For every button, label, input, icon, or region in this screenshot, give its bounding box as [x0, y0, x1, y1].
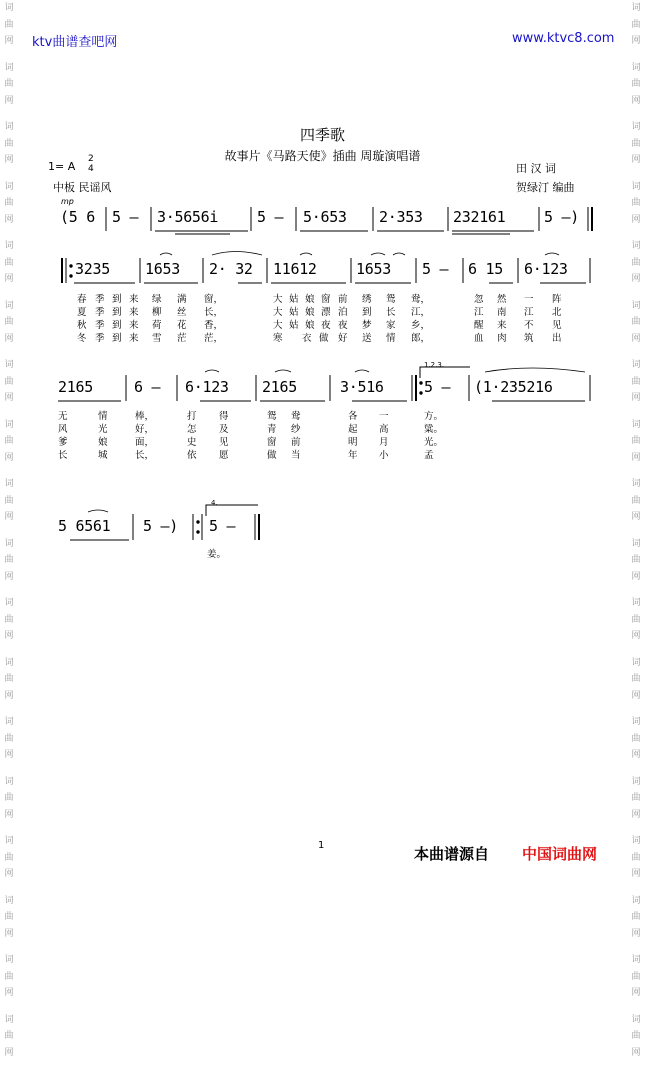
margin-glyph: 词 [4, 122, 14, 132]
lyric-char: 鸳 [386, 294, 396, 305]
lyric-char: 长， [204, 307, 224, 318]
lyric-char: 粱。 [424, 424, 444, 435]
lyric-char: 来 [497, 320, 507, 331]
page-number: 1 [318, 840, 325, 851]
lyric-char: 血 [474, 333, 484, 344]
margin-glyph: 词 [4, 360, 14, 370]
margin-glyph: 网 [631, 95, 641, 106]
margin-glyph: 曲 [4, 436, 14, 446]
lyric-char: 夜 [321, 320, 331, 331]
margin-glyph: 网 [631, 512, 641, 522]
margin-glyph: 曲 [631, 19, 641, 30]
lyric-char: 前 [291, 437, 301, 448]
measure: 5 – [112, 208, 139, 226]
margin-glyph: 词 [631, 538, 641, 549]
margin-glyph: 词 [4, 3, 14, 13]
lyric-char: 一 [524, 294, 534, 305]
song-subtitle: 故事片《马路天使》插曲 周璇演唱谱 [224, 149, 421, 163]
margin-glyph: 网 [4, 36, 14, 46]
margin-glyph: 曲 [631, 257, 641, 268]
lyric-char: 一 [379, 411, 389, 422]
margin-glyph: 词 [4, 181, 14, 192]
volta-first-ending: 1.2.3. [424, 361, 445, 369]
lyric-char: 荷 [152, 320, 162, 331]
song-title: 四季歌 [299, 126, 345, 144]
margin-glyph: 曲 [631, 555, 641, 565]
lyric-char: 来 [129, 307, 139, 318]
margin-glyph: 网 [4, 571, 14, 582]
margin-glyph: 网 [4, 155, 14, 165]
lyric-char: 花 [177, 320, 187, 331]
margin-glyph: 网 [4, 95, 14, 106]
lyric-char: 到 [112, 294, 122, 305]
margin-glyph: 曲 [631, 436, 641, 446]
margin-glyph: 网 [631, 809, 641, 820]
margin-glyph: 网 [4, 214, 14, 225]
lyric-char: 冬 [77, 333, 87, 344]
measure: 5 – [422, 260, 449, 278]
margin-glyph: 网 [631, 393, 641, 403]
lyric-char: 娘 [305, 307, 315, 318]
lyric-char: 鸯， [411, 294, 431, 305]
lyric-char: 北 [552, 307, 562, 318]
lyric-char: 见 [219, 437, 229, 448]
margin-glyph: 网 [631, 869, 641, 879]
lyric-char: 打 [187, 411, 197, 422]
tempo-marking: 中板 民谣风 [53, 181, 112, 194]
margin-glyph: 网 [4, 393, 14, 403]
margin-glyph: 词 [4, 538, 14, 549]
lyric-char: 窗 [267, 437, 277, 448]
measure: 5 – [257, 208, 284, 226]
margin-glyph: 网 [631, 274, 641, 284]
source-site-link[interactable]: 中国词曲网 [522, 845, 598, 863]
margin-glyph: 曲 [631, 79, 641, 89]
lyric-char: 郎， [411, 333, 431, 344]
margin-glyph: 曲 [4, 79, 14, 89]
lyric-char: 情 [98, 411, 108, 422]
ending-lyric: 姜。 [207, 549, 227, 560]
lyric-char: 秋 [77, 320, 87, 331]
lyric-char: 好， [135, 424, 155, 435]
lyric-char: 到 [112, 333, 122, 344]
lyric-char: 史 [187, 437, 197, 448]
lyric-char: 香， [204, 320, 224, 331]
key-signature: 1= A [48, 160, 76, 173]
margin-glyph: 曲 [631, 614, 641, 625]
margin-glyph: 曲 [4, 1031, 14, 1041]
lyric-char: 来 [129, 320, 139, 331]
measure: 6·123 [524, 260, 568, 278]
margin-glyph: 词 [631, 241, 641, 251]
margin-glyph: 网 [631, 452, 641, 463]
lyric-char: 及 [219, 424, 229, 435]
lyric-char: 漂 [321, 307, 331, 318]
lyric-char: 季 [95, 320, 105, 331]
measure: 5 –) [544, 208, 579, 226]
margin-glyph: 词 [631, 122, 641, 132]
margin-glyph: 词 [631, 1014, 641, 1025]
lyric-char: 窗 [321, 294, 331, 305]
lyric-char: 春 [77, 294, 87, 305]
margin-glyph: 曲 [4, 852, 14, 863]
margin-glyph: 网 [4, 1047, 14, 1058]
margin-glyph: 曲 [4, 555, 14, 565]
lyric-char: 高 [379, 424, 389, 435]
margin-glyph: 曲 [4, 912, 14, 922]
lyric-char: 明 [348, 437, 358, 448]
measure: (1·235216 [474, 378, 553, 396]
margin-glyph: 词 [631, 3, 641, 13]
margin-glyph: 曲 [631, 495, 641, 506]
margin-glyph: 词 [631, 657, 641, 668]
margin-glyph: 曲 [631, 317, 641, 327]
margin-glyph: 词 [631, 895, 641, 906]
lyric-char: 光 [98, 424, 108, 435]
lyric-char: 长 [58, 450, 68, 461]
margin-glyph: 曲 [631, 733, 641, 744]
lyric-char: 茫 [177, 333, 187, 344]
margin-glyph: 网 [631, 690, 641, 701]
lyric-char: 愿 [219, 450, 229, 461]
lyric-char: 风 [58, 424, 68, 435]
margin-glyph: 曲 [631, 793, 641, 803]
margin-glyph: 网 [631, 988, 641, 998]
lyric-char: 面， [135, 437, 155, 448]
lyric-char: 到 [112, 307, 122, 318]
lyric-char: 鸳 [267, 411, 277, 422]
lyric-char: 长， [135, 450, 155, 461]
lyric-char: 依 [187, 450, 197, 461]
margin-glyph: 词 [631, 419, 641, 430]
margin-glyph: 词 [4, 241, 14, 251]
lyric-char: 然 [497, 294, 507, 305]
margin-glyph: 网 [4, 333, 14, 344]
lyric-char: 江 [474, 307, 484, 318]
lyric-char: 南 [497, 307, 507, 318]
source-label: 本曲谱源自 [414, 845, 490, 863]
lyric-char: 乡， [411, 320, 431, 331]
margin-glyph: 词 [631, 776, 641, 787]
margin-glyph: 词 [631, 62, 641, 73]
lyric-char: 季 [95, 307, 105, 318]
lyric-char: 怎 [187, 424, 197, 435]
lyric-char: 大 [273, 294, 283, 305]
margin-glyph: 曲 [4, 971, 14, 982]
dynamic-marking: mp [61, 197, 74, 206]
margin-glyph: 词 [631, 598, 641, 608]
measure: 5 6561 [58, 517, 111, 535]
measure: 5 – [424, 378, 451, 396]
lyric-char: 丝 [177, 307, 187, 318]
lyric-char: 鸯 [291, 411, 301, 422]
lyric-char: 大 [273, 320, 283, 331]
margin-glyph: 词 [631, 360, 641, 370]
lyric-char: 好 [338, 333, 348, 344]
measure: 3·5656i [157, 208, 219, 226]
lyric-char: 筑 [524, 333, 534, 344]
margin-glyph: 曲 [4, 674, 14, 684]
margin-glyph: 词 [631, 300, 641, 311]
lyric-char: 来 [129, 294, 139, 305]
lyric-char: 窗， [204, 294, 224, 305]
lyric-char: 柳 [152, 307, 162, 318]
margin-glyph: 曲 [4, 19, 14, 30]
lyric-char: 季 [95, 294, 105, 305]
margin-glyph: 网 [631, 631, 641, 641]
lyric-char: 江， [411, 307, 431, 318]
measure: 2165 [58, 378, 93, 396]
measure: 2165 [262, 378, 297, 396]
measure: 6·123 [185, 378, 229, 396]
margin-glyph: 曲 [631, 852, 641, 863]
margin-glyph: 曲 [4, 317, 14, 327]
lyric-char: 到 [112, 320, 122, 331]
margin-glyph: 曲 [4, 495, 14, 506]
lyric-char: 娘 [305, 294, 315, 305]
measure: 3235 [75, 260, 110, 278]
measure: 5 –) [143, 517, 178, 535]
margin-glyph: 词 [4, 776, 14, 787]
arranger-credit: 贺绿汀 编曲 [516, 181, 575, 194]
margin-glyph: 曲 [4, 138, 14, 149]
margin-glyph: 词 [631, 717, 641, 727]
lyric-char: 棒， [135, 411, 155, 422]
margin-glyph: 曲 [631, 376, 641, 387]
lyric-char: 做 [267, 450, 277, 461]
measure: 3·516 [340, 378, 384, 396]
lyric-char: 不 [524, 320, 534, 331]
lyric-char: 绿 [152, 294, 162, 305]
margin-glyph: 网 [631, 750, 641, 760]
lyric-char: 爹 [58, 437, 68, 448]
margin-glyph: 网 [4, 809, 14, 820]
margin-glyph: 网 [4, 512, 14, 522]
margin-glyph: 网 [631, 214, 641, 225]
margin-glyph: 曲 [4, 376, 14, 387]
lyric-char: 姑 [289, 307, 299, 318]
lyric-char: 绣 [362, 294, 372, 305]
lyric-char: 小 [379, 450, 389, 461]
margin-glyph: 词 [631, 955, 641, 965]
margin-glyph: 曲 [631, 198, 641, 208]
measure: 232161 [453, 208, 506, 226]
lyric-char: 来 [129, 333, 139, 344]
lyric-char: 满 [177, 294, 187, 305]
measure: 1653 [145, 260, 180, 278]
margin-glyph: 网 [631, 928, 641, 939]
lyric-char: 梦 [362, 320, 372, 331]
margin-glyph: 曲 [4, 733, 14, 744]
lyric-char: 方。 [424, 411, 444, 422]
measure: 6 – [134, 378, 161, 396]
margin-glyph: 词 [4, 598, 14, 608]
lyric-char: 姑 [289, 294, 299, 305]
lyric-char: 送 [362, 333, 372, 344]
margin-glyph: 词 [4, 300, 14, 311]
lyric-char: 江 [524, 307, 534, 318]
margin-glyph: 曲 [631, 138, 641, 149]
lyric-char: 娘 [98, 437, 108, 448]
margin-glyph: 曲 [631, 1031, 641, 1041]
lyric-char: 到 [362, 307, 372, 318]
lyric-char: 季 [95, 333, 105, 344]
lyric-char: 当 [291, 450, 301, 461]
margin-glyph: 网 [4, 452, 14, 463]
lyric-char: 夜 [338, 320, 348, 331]
lyric-char: 大 [273, 307, 283, 318]
lyric-char: 雪 [152, 333, 162, 344]
lyric-char: 做 [319, 333, 329, 344]
margin-glyph: 词 [4, 717, 14, 727]
lyric-char: 无 [58, 411, 68, 422]
margin-glyph: 词 [631, 479, 641, 489]
lyric-char: 青 [267, 424, 277, 435]
margin-glyph: 曲 [4, 793, 14, 803]
lyric-char: 月 [379, 437, 389, 448]
margin-glyph: 词 [4, 1014, 14, 1025]
time-signature-bottom: 4 [88, 164, 94, 174]
lyric-char: 娘 [305, 320, 315, 331]
margin-glyph: 词 [4, 836, 14, 846]
margin-glyph: 词 [4, 955, 14, 965]
measure: 2·353 [379, 208, 423, 226]
lyric-char: 衣 [302, 333, 312, 344]
lyric-char: 醒 [474, 320, 484, 331]
line2-barlines [62, 258, 590, 283]
margin-glyph: 曲 [631, 912, 641, 922]
margin-glyph: 曲 [4, 257, 14, 268]
measure: (5 6 [60, 208, 95, 226]
measure: 11612 [273, 260, 317, 278]
lyric-char: 光。 [424, 437, 444, 448]
lyric-char: 阵 [552, 294, 562, 305]
margin-glyph: 词 [4, 657, 14, 668]
margin-glyph: 词 [631, 181, 641, 192]
volta-second-ending: 4. [211, 499, 218, 507]
lyric-char: 情 [386, 333, 396, 344]
margin-glyph: 曲 [4, 198, 14, 208]
margin-glyph: 曲 [631, 971, 641, 982]
margin-glyph: 网 [631, 333, 641, 344]
lyric-char: 夏 [77, 307, 87, 318]
site-name-left[interactable]: ktv曲谱查吧网 [32, 35, 118, 50]
lyric-char: 得 [219, 411, 229, 422]
margin-glyph: 网 [631, 155, 641, 165]
margin-glyph: 词 [4, 895, 14, 906]
lyric-char: 纱 [291, 424, 301, 435]
margin-glyph: 网 [631, 571, 641, 582]
margin-glyph: 词 [4, 62, 14, 73]
margin-glyph: 词 [631, 836, 641, 846]
lyric-char: 寒 [273, 333, 283, 344]
lyric-char: 出 [552, 333, 562, 344]
margin-glyph: 网 [4, 750, 14, 760]
lyric-char: 城 [98, 450, 108, 461]
lyric-char: 家 [386, 320, 396, 331]
time-signature-top: 2 [88, 154, 94, 164]
measure: 1653 [356, 260, 391, 278]
margin-glyph: 词 [4, 419, 14, 430]
margin-glyph: 网 [631, 36, 641, 46]
lyric-char: 前 [338, 294, 348, 305]
site-url-right[interactable]: www.ktvc8.com [512, 31, 615, 46]
measure: 6 15 [468, 260, 503, 278]
measure: 5 – [209, 517, 236, 535]
lyric-char: 孟 [424, 450, 434, 461]
lyric-char: 茫， [204, 333, 224, 344]
lyric-char: 长 [386, 307, 396, 318]
margin-glyph: 网 [4, 988, 14, 998]
lyric-char: 各 [348, 411, 358, 422]
lyric-char: 见 [552, 320, 562, 331]
margin-glyph: 网 [4, 274, 14, 284]
lyric-char: 泊 [338, 307, 348, 318]
lyricist-credit: 田 汉 词 [516, 162, 556, 175]
measure: 5·653 [303, 208, 347, 226]
lyric-char: 忽 [474, 294, 484, 305]
margin-glyph: 网 [4, 631, 14, 641]
lyric-char: 年 [348, 450, 358, 461]
margin-glyph: 曲 [4, 614, 14, 625]
margin-glyph: 曲 [631, 674, 641, 684]
margin-glyph: 网 [4, 690, 14, 701]
lyric-char: 姑 [289, 320, 299, 331]
margin-glyph: 网 [631, 1047, 641, 1058]
measure: 2· 32 [209, 260, 253, 278]
lyric-char: 肉 [497, 333, 507, 344]
margin-glyph: 网 [4, 869, 14, 879]
margin-glyph: 网 [4, 928, 14, 939]
lyric-char: 起 [348, 424, 358, 435]
margin-glyph: 词 [4, 479, 14, 489]
